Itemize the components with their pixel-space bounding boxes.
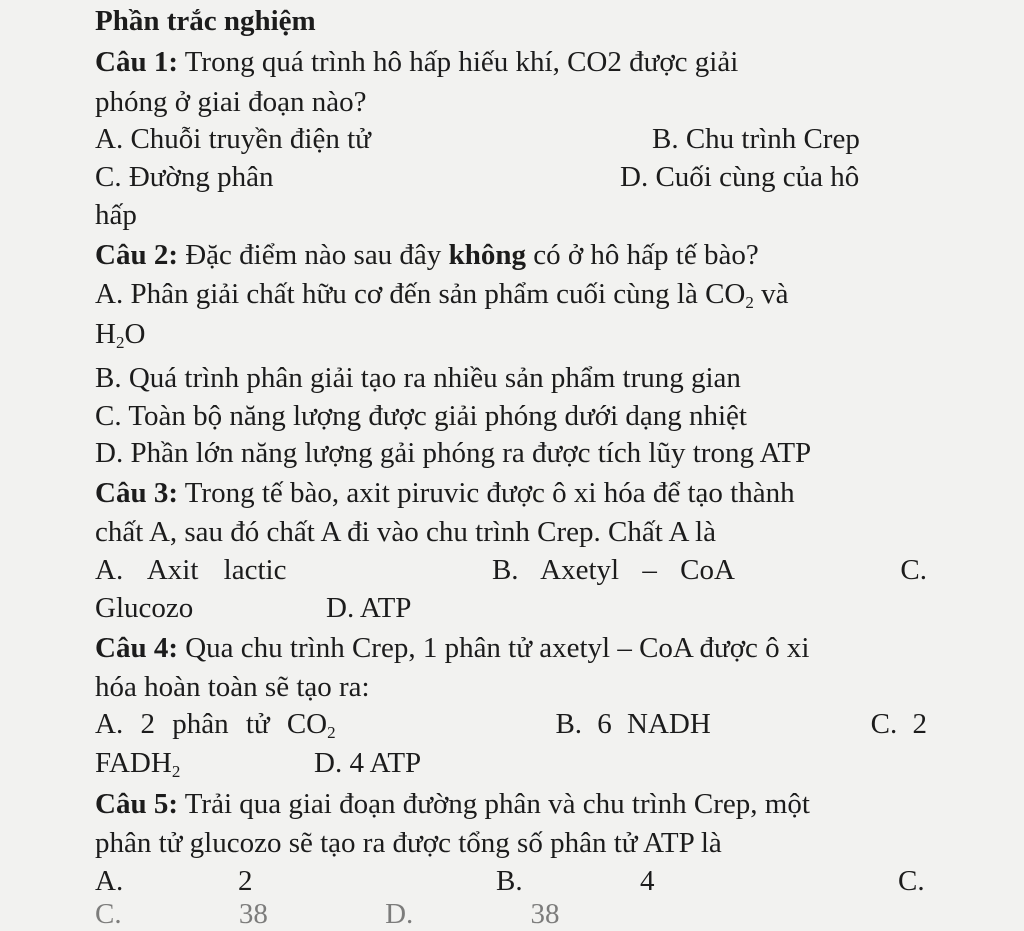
q3-option-b: B. Axetyl – CoA (491, 554, 735, 586)
q2-option-a-cont: $H_2O$ (95, 318, 146, 352)
q2-option-c: C. Toàn bộ năng lượng được giải phóng dưới dạng nhiệt (95, 400, 747, 432)
question-2-label: Câu 2: (95, 239, 178, 271)
question-5-stem: Câu 5: Trải qua giai đoạn đường phân và chu trình Crep, một (95, 788, 810, 820)
question-3-label: Câu 3: (95, 477, 178, 509)
q3-options-row (95, 553, 927, 587)
question-1-stem-cont: phóng ở giai đoạn nào? (95, 86, 367, 118)
q5-options-cut-off: C. 38 D. 38 (95, 898, 560, 930)
q1-option-b: B. Chu trình Crep (652, 123, 860, 155)
question-4-stem: Câu 4: Qua chu trình Crep, 1 phân tử axetyl – CoA được ô xi (95, 632, 810, 664)
q3-option-c: C. (900, 554, 927, 586)
question-1-label: Câu 1: (95, 46, 178, 78)
q4-options-row (95, 707, 927, 741)
q4-option-a: A. 2 phân tử $CO_2$ (95, 708, 336, 742)
q3-option-d: D. ATP (326, 592, 412, 624)
question-5-stem-cont: phân tử glucozo sẽ tạo ra được tổng số phân tử ATP là (95, 827, 722, 859)
q2-option-d: D. Phần lớn năng lượng gải phóng ra được tích lũy trong ATP (95, 437, 812, 469)
section-heading: Phần trắc nghiệm (95, 5, 316, 37)
question-2-stem: Câu 2: Đặc điểm nào sau đây không có ở hô hấp tế bào? (95, 239, 759, 271)
question-3-stem: Câu 3: Trong tế bào, axit piruvic được ô xi hóa để tạo thành (95, 477, 795, 509)
q5-option-c: C. (898, 865, 925, 897)
q2-option-b: B. Quá trình phân giải tạo ra nhiều sản phẩm trung gian (95, 362, 741, 394)
q5-option-b: B. (496, 865, 523, 897)
q4-option-b: B. 6 NADH (555, 708, 711, 740)
question-3-stem-cont: chất A, sau đó chất A đi vào chu trình Crep. Chất A là (95, 516, 716, 548)
q3-option-c-cont: Glucozo (95, 592, 194, 624)
q1-option-d: D. Cuối cùng của hô (620, 161, 860, 193)
question-4-stem-cont: hóa hoàn toàn sẽ tạo ra: (95, 671, 370, 703)
q1-option-c: C. Đường phân (95, 161, 274, 193)
q3-option-a: A. Axit lactic (95, 554, 287, 586)
q5-option-a-value: 2 (238, 865, 253, 897)
q4-option-c-cont: $FADH_2$ (95, 747, 181, 781)
question-5-label: Câu 5: (95, 788, 178, 820)
question-1-stem: Câu 1: Trong quá trình hô hấp hiếu khí, CO2 được giải (95, 46, 739, 78)
q5-option-a: A. (95, 865, 124, 897)
q1-option-a: A. Chuỗi truyền điện tử (95, 123, 371, 155)
q1-option-d-cont: hấp (95, 199, 137, 231)
q4-option-d: D. 4 ATP (314, 747, 422, 779)
q4-option-c: C. 2 (870, 708, 927, 740)
emphasis-khong: không (448, 239, 526, 271)
q2-option-a: A. Phân giải chất hữu cơ đến sản phẩm cuối cùng là $CO_2$ và (95, 278, 789, 312)
question-4-label: Câu 4: (95, 632, 178, 664)
q5-option-b-value: 4 (640, 865, 655, 897)
